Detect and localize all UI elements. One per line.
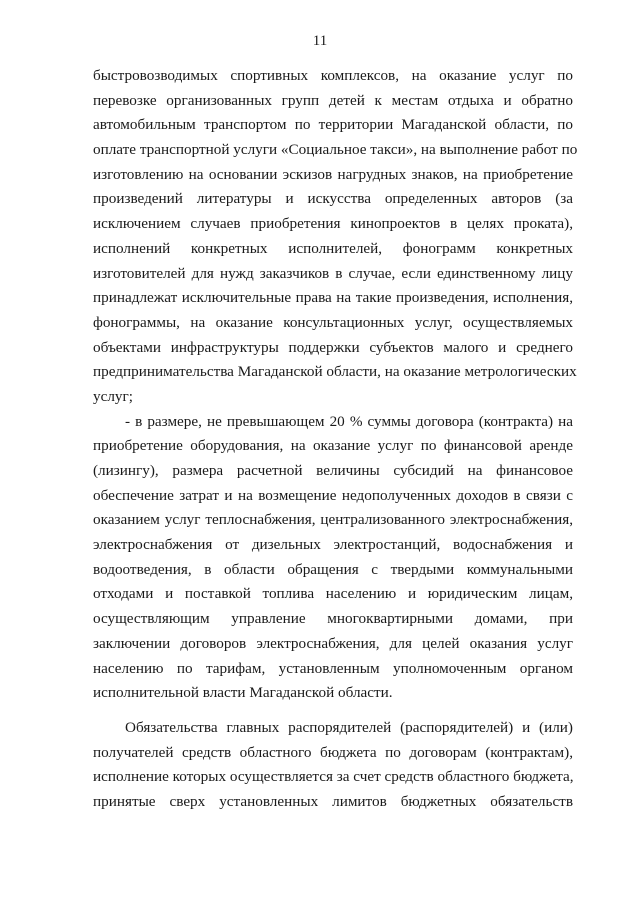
text-line: изготовлению на основании эскизов нагрудных знаков, на приобретение <box>93 165 573 183</box>
text-line: быстровозводимых спортивных комплексов, на оказание услуг по <box>93 67 573 84</box>
text-line: осуществляющим управление многоквартирными домами, при <box>93 610 573 628</box>
page-number: 11 <box>312 33 328 49</box>
text-line: исполнений конкретных исполнителей, фонограмм конкретных <box>93 239 573 257</box>
text-line: оплате транспортной услуги «Социальное такси», на выполнение работ по <box>93 141 578 159</box>
text-line: принадлежат исключительные права на такие произведения, исполнения, <box>93 289 573 307</box>
text-line: автомобильным транспортом по территории Магаданской области, по <box>93 116 573 134</box>
text-line: водоотведения, в области обращения с твердыми коммунальными <box>93 560 573 578</box>
text-line: населению по тарифам, установленным уполномоченным органом <box>93 659 573 677</box>
text-line: предпринимательства Магаданской области, на оказание метрологических <box>93 363 577 381</box>
text-line: перевозке организованных групп детей к местам отдыха и обратно <box>93 91 573 109</box>
text-line: электроснабжения от дизельных электростанций, водоснабжения и <box>93 536 573 554</box>
text-line: исключением случаев приобретения кинопроектов в целях проката), <box>93 215 573 233</box>
paragraph-gap <box>93 706 573 716</box>
text-line: фонограммы, на оказание консультационных услуг, осуществляемых <box>93 313 573 331</box>
text-line: объектами инфраструктуры поддержки субъектов малого и среднего <box>93 338 573 356</box>
text-line: получателей средств областного бюджета по договорам (контрактам), <box>93 743 573 761</box>
text-line: исполнительной власти Магаданской области. <box>93 684 393 702</box>
document-body <box>93 64 578 815</box>
text-line: (лизингу), размера расчетной величины субсидий на финансовое <box>93 462 573 479</box>
text-line: изготовителей для нужд заказчиков в случае, если единственному лицу <box>93 264 573 282</box>
text-line: Обязательства главных распорядителей (распорядителей) и (или) <box>125 718 573 736</box>
text-line: произведений литературы и искусства определенных авторов (за <box>93 190 573 208</box>
text-line: услуг; <box>93 387 133 405</box>
text-line: исполнение которых осуществляется за счет средств областного бюджета, <box>93 768 574 786</box>
text-line: обеспечение затрат и на возмещение недополученных доходов в связи с <box>93 486 573 504</box>
text-line: оказанием услуг теплоснабжения, централизованного электроснабжения, <box>93 511 573 529</box>
text-line: отходами и поставкой топлива населению и юридическим лицам, <box>93 585 573 603</box>
text-line: - в размере, не превышающем 20 % суммы договора (контракта) на <box>125 412 573 430</box>
text-line: приобретение оборудования, на оказание услуг по финансовой аренде <box>93 437 573 455</box>
text-line: заключении договоров электроснабжения, для целей оказания услуг <box>93 634 573 652</box>
text-line: принятые сверх установленных лимитов бюджетных обязательств <box>93 792 573 810</box>
